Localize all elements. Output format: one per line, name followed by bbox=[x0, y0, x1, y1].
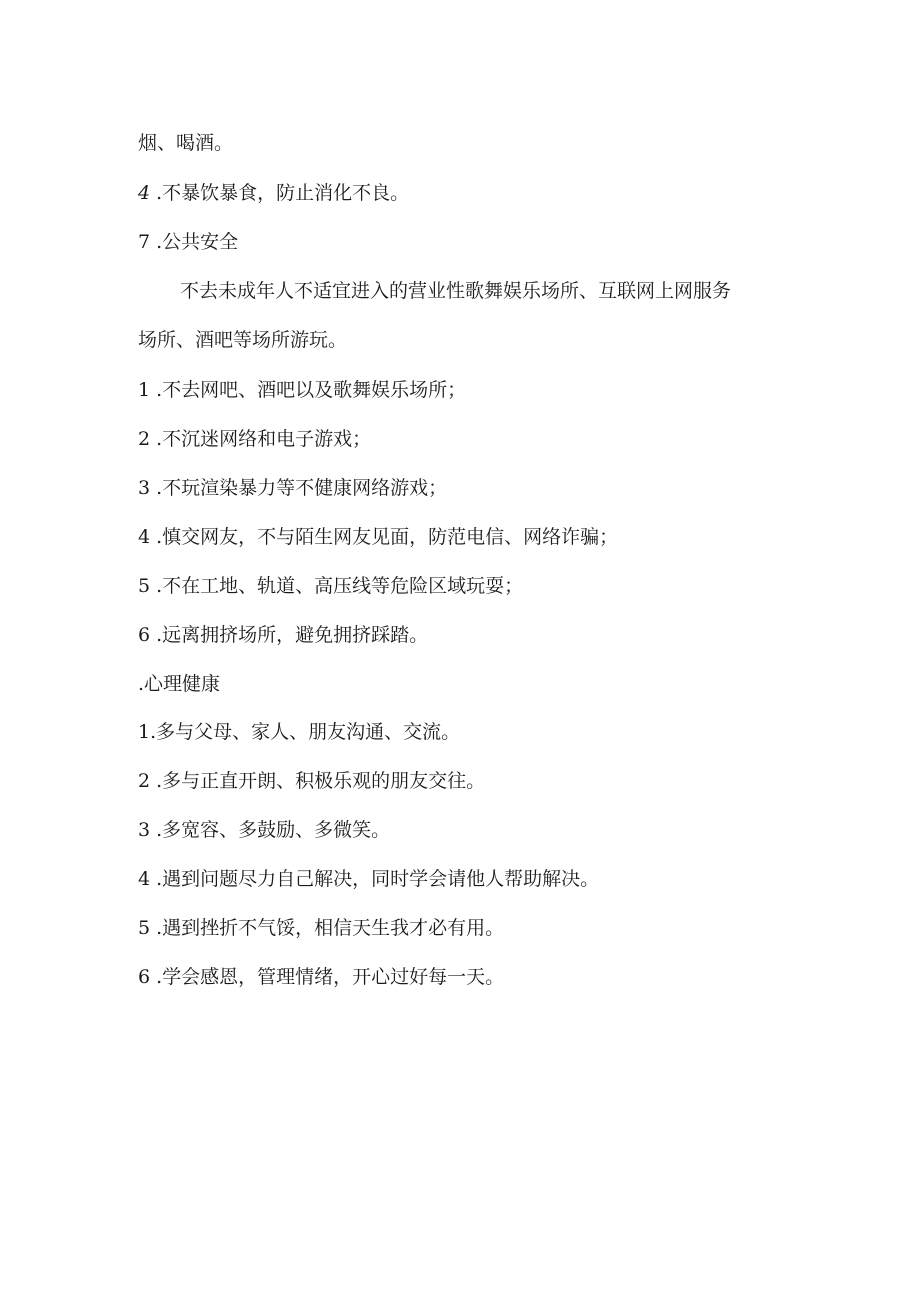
list-item: 2 .不沉迷网络和电子游戏； bbox=[138, 428, 372, 450]
paragraph-line-1: 不去未成年人不适宜进入的营业性歌舞娱乐场所、互联网上网服务 bbox=[180, 280, 732, 302]
section-heading-public-safety: 7 .公共安全 bbox=[138, 231, 239, 253]
text-line-continuation: 烟、喝酒。 bbox=[138, 132, 234, 154]
list-item: 6 .远离拥挤场所，避免拥挤踩踏。 bbox=[138, 624, 429, 646]
list-item: 3 .不玩渲染暴力等不健康网络游戏； bbox=[138, 477, 448, 499]
list-item-text: .不暴饮暴食，防止消化不良。 bbox=[150, 182, 410, 204]
paragraph-line-2: 场所、酒吧等场所游玩。 bbox=[138, 329, 348, 351]
list-item: 1 .不去网吧、酒吧以及歌舞娱乐场所； bbox=[138, 379, 467, 401]
list-number: 4 bbox=[138, 182, 151, 204]
list-item: 4 .遇到问题尽力自己解决，同时学会请他人帮助解决。 bbox=[138, 868, 600, 890]
list-item: 6 .学会感恩，管理情绪，开心过好每一天。 bbox=[138, 966, 505, 988]
list-item: 4 .慎交网友，不与陌生网友见面，防范电信、网络诈骗； bbox=[138, 526, 619, 548]
list-item: 5 .不在工地、轨道、高压线等危险区域玩耍； bbox=[138, 575, 524, 597]
list-item: 1.多与父母、家人、朋友沟通、交流。 bbox=[138, 721, 461, 743]
list-item-no-binge-eating bbox=[138, 180, 409, 206]
list-item: 2 .多与正直开朗、积极乐观的朋友交往。 bbox=[138, 770, 486, 792]
list-item: 5 .遇到挫折不气馁，相信天生我才必有用。 bbox=[138, 917, 505, 939]
list-item: 3 .多宽容、多鼓励、多微笑。 bbox=[138, 819, 391, 841]
section-heading-mental-health: .心理健康 bbox=[138, 673, 221, 695]
